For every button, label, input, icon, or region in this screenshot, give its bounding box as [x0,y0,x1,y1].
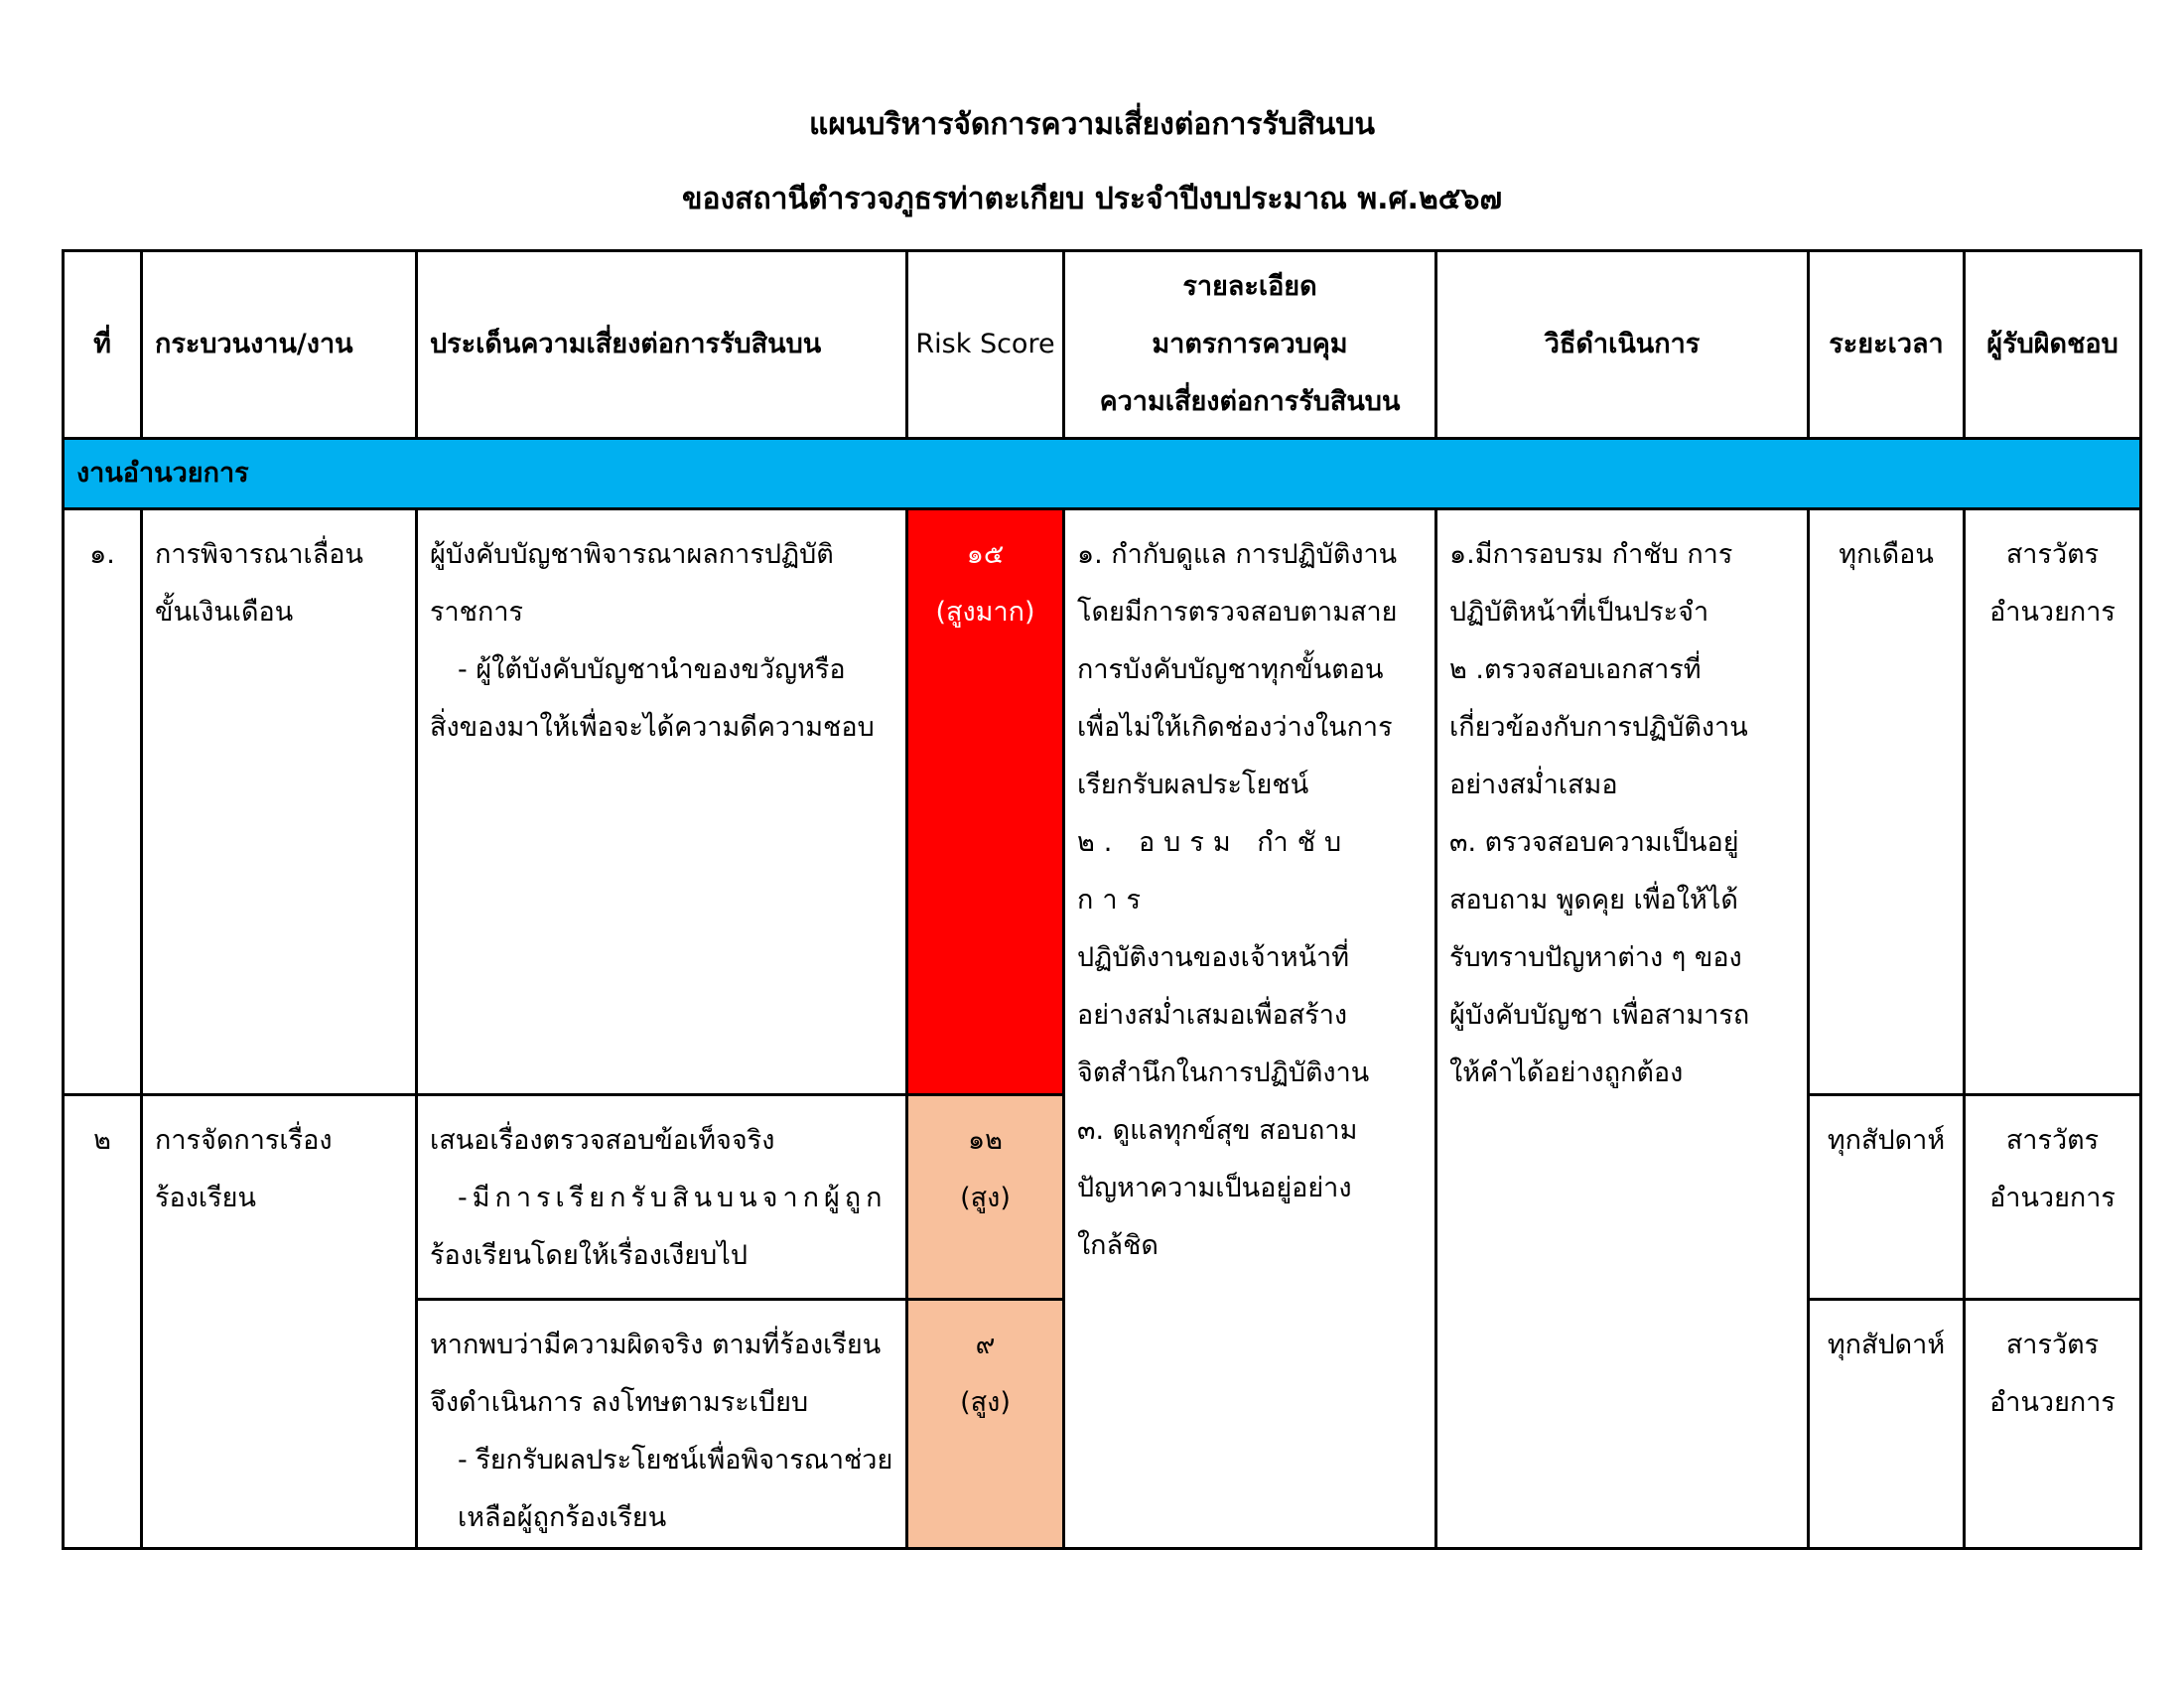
row2-issue [417,1095,907,1300]
row2-process-line: การจัดการเรื่อง [155,1125,333,1156]
row1-owner [1965,509,2141,1095]
method-line: ให้คำได้อย่างถูกต้อง [1449,1057,1684,1088]
control-line: เพื่อไม่ให้เกิดช่องว่างในการ [1077,712,1393,743]
row3-owner [1965,1300,2141,1549]
row1-process [142,509,417,1095]
row3-risk-score [907,1300,1064,1549]
method-line: สอบถาม พูดคุย เพื่อให้ได้ [1449,885,1738,915]
row2-owner-line: สารวัตร [2005,1125,2100,1156]
row1-owner-line: สารวัตร [2005,539,2100,570]
table-row [64,509,2141,1095]
row3-issue-line: จึงดำเนินการ ลงโทษตามระเบียบ [430,1387,809,1418]
row2-score-label: (สูง) [960,1183,1011,1213]
row3-score-value: ๙ [975,1330,996,1360]
row2-risk-score [907,1095,1064,1300]
control-line: ๓. ดูแลทุกข์สุข สอบถาม [1077,1115,1358,1146]
row3-issue [417,1300,907,1549]
row2-process [142,1095,417,1549]
row3-issue-line: หากพบว่ามีความผิดจริง ตามที่ร้องเรียน [430,1330,882,1360]
row2-issue-line: เสนอเรื่องตรวจสอบข้อเท็จจริง [430,1125,775,1156]
row3-period: ทุกสัปดาห์ [1809,1300,1965,1549]
row1-owner-line: อำนวยการ [1989,597,2116,628]
control-line: โดยมีการตรวจสอบตามสาย [1077,597,1398,628]
method-line: รับทราบปัญหาต่าง ๆ ของ [1449,942,1742,973]
header-issue: ประเด็นความเสี่ยงต่อการรับสินบน [417,251,907,439]
row1-score-label: (สูงมาก) [935,597,1035,628]
row2-no: ๒ [64,1095,142,1549]
row2-score-value: ๑๒ [968,1125,1003,1156]
row2-process-line: ร้องเรียน [155,1183,256,1213]
header-method: วิธีดำเนินการ [1436,251,1809,439]
row1-no: ๑. [64,509,142,1095]
method-line: เกี่ยวข้องกับการปฏิบัติงาน [1449,712,1748,743]
header-control [1064,251,1436,439]
row2-issue-line: ร้องเรียนโดยให้เรื่องเงียบไป [430,1240,748,1271]
header-control-line3: ความเสี่ยงต่อการรับสินบน [1099,386,1401,417]
row3-owner-line: อำนวยการ [1989,1387,2116,1418]
header-owner: ผู้รับผิดชอบ [1965,251,2141,439]
row2-period: ทุกสัปดาห์ [1809,1095,1965,1300]
row1-score-value: ๑๕ [966,539,1005,570]
header-risk-score: Risk Score [907,251,1064,439]
control-line: ปัญหาความเป็นอยู่อย่าง [1077,1173,1352,1203]
risk-table [62,249,2142,1550]
row1-issue-line: - ผู้ใต้บังคับบัญชานำของขวัญหรือ [458,654,846,685]
control-line: การบังคับบัญชาทุกขั้นตอน [1077,654,1384,685]
row3-owner-line: สารวัตร [2005,1330,2100,1360]
row1-issue-line: สิ่งของมาให้เพื่อจะได้ความดีความชอบ [430,712,875,743]
method-steps [1436,509,1809,1549]
row2-owner-line: อำนวยการ [1989,1183,2116,1213]
header-no: ที่ [64,251,142,439]
row1-process-line: ขั้นเงินเดือน [155,597,294,628]
row1-process-line: การพิจารณาเลื่อน [155,539,363,570]
header-row [64,251,2141,439]
row2-issue-line: -มีการเรียกรับสินบนจากผู้ถูก [458,1183,887,1213]
control-line: ปฏิบัติงานของเจ้าหน้าที่ [1077,942,1350,973]
method-line: ๑.มีการอบรม กำชับ การ [1449,539,1733,570]
row3-score-label: (สูง) [960,1387,1011,1418]
header-control-line1: รายละเอียด [1182,271,1317,302]
header-process: กระบวนงาน/งาน [142,251,417,439]
row2-owner [1965,1095,2141,1300]
control-line: ๒. อบรม กำชับการ [1077,827,1351,915]
row3-issue-line: เหลือผู้ถูกร้องเรียน [458,1502,667,1533]
row1-issue-line: ราชการ [430,597,523,628]
header-control-line2: มาตรการควบคุม [1152,329,1348,359]
control-line: อย่างสม่ำเสมอเพื่อสร้าง [1077,1000,1348,1031]
control-line: ใกล้ชิด [1077,1230,1159,1261]
method-line: ๓. ตรวจสอบความเป็นอยู่ [1449,827,1739,858]
row1-period: ทุกเดือน [1809,509,1965,1095]
method-line: ผู้บังคับบัญชา เพื่อสามารถ [1449,1000,1750,1031]
row1-issue-line: ผู้บังคับบัญชาพิจารณาผลการปฏิบัติ [430,539,834,570]
section-label: งานอำนวยการ [64,439,2141,509]
row1-issue [417,509,907,1095]
method-line: ๒ .ตรวจสอบเอกสารที่ [1449,654,1702,685]
row1-risk-score [907,509,1064,1095]
method-line: อย่างสม่ำเสมอ [1449,770,1618,800]
document-subtitle: ของสถานีตำรวจภูธรท่าตะเกียบ ประจำปีงบประมาณ พ.ศ.๒๕๖๗ [681,182,1503,216]
document-title: แผนบริหารจัดการความเสี่ยงต่อการรับสินบน [809,107,1375,142]
header-period: ระยะเวลา [1809,251,1965,439]
method-line: ปฏิบัติหน้าที่เป็นประจำ [1449,597,1709,628]
control-line: เรียกรับผลประโยชน์ [1077,770,1309,800]
section-row [64,439,2141,509]
control-line: ๑. กำกับดูแล การปฏิบัติงาน [1077,539,1398,570]
control-line: จิตสำนึกในการปฏิบัติงาน [1077,1057,1370,1088]
row3-issue-line: - รียกรับผลประโยชน์เพื่อพิจารณาช่วย [458,1445,893,1476]
control-measures [1064,509,1436,1549]
